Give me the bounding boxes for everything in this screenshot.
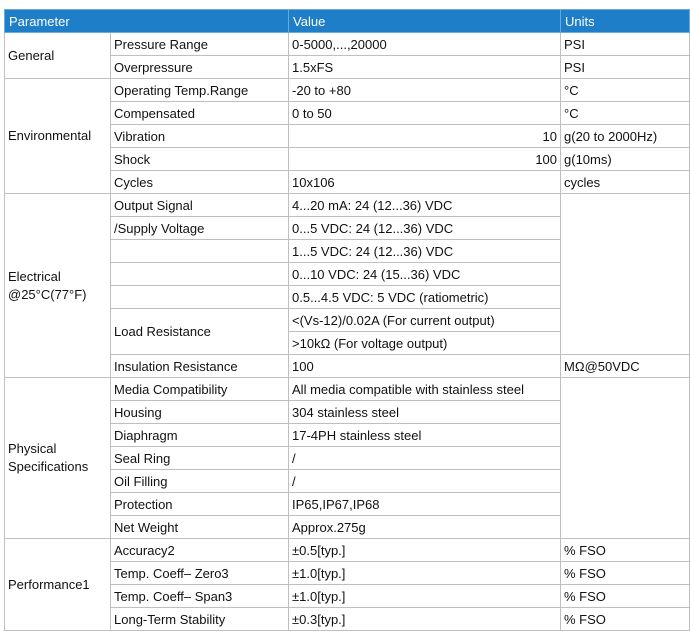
param-name-empty [111, 286, 289, 309]
header-units: Units [561, 10, 690, 33]
param-value: <(Vs-12)/0.02A (For current output) [289, 309, 561, 332]
param-unit: cycles [561, 171, 690, 194]
table-row [5, 194, 690, 217]
group-physical [5, 378, 111, 539]
param-unit: % FSO [561, 608, 690, 631]
table-row [5, 539, 690, 562]
param-unit: PSI [561, 56, 690, 79]
param-value: Approx.275g [289, 516, 561, 539]
param-value: -20 to +80 [289, 79, 561, 102]
param-value: 304 stainless steel [289, 401, 561, 424]
param-unit: MΩ@50VDC [561, 355, 690, 378]
param-name-empty [111, 240, 289, 263]
param-name: Long-Term Stability [111, 608, 289, 631]
param-name: Cycles [111, 171, 289, 194]
param-name: Output Signal [111, 194, 289, 217]
param-name: Protection [111, 493, 289, 516]
param-value: 10 [289, 125, 561, 148]
param-name: Operating Temp.Range [111, 79, 289, 102]
param-value: 17-4PH stainless steel [289, 424, 561, 447]
param-value: 4...20 mA: 24 (12...36) VDC [289, 194, 561, 217]
param-value: ±0.3[typ.] [289, 608, 561, 631]
group-electrical [5, 194, 111, 378]
param-unit: % FSO [561, 585, 690, 608]
param-value: 100 [289, 355, 561, 378]
table-row [5, 33, 690, 56]
param-name: Pressure Range [111, 33, 289, 56]
param-name: Oil Filling [111, 470, 289, 493]
param-value: IP65,IP67,IP68 [289, 493, 561, 516]
param-name: Overpressure [111, 56, 289, 79]
param-value: 1.5xFS [289, 56, 561, 79]
param-name: Shock [111, 148, 289, 171]
param-value: 0-5000,...,20000 [289, 33, 561, 56]
param-value: 0...5 VDC: 24 (12...36) VDC [289, 217, 561, 240]
param-unit-empty [561, 378, 690, 539]
specifications-table [4, 9, 690, 631]
param-name: Vibration [111, 125, 289, 148]
param-value: >10kΩ (For voltage output) [289, 332, 561, 355]
param-name: Temp. Coeff– Span3 [111, 585, 289, 608]
group-environmental: Environmental [5, 79, 111, 194]
group-electrical-line1: Electrical [8, 268, 61, 284]
param-value: 0...10 VDC: 24 (15...36) VDC [289, 263, 561, 286]
param-name: Media Compatibility [111, 378, 289, 401]
param-name: Load Resistance [111, 309, 289, 355]
group-electrical-line2: @25°C(77°F) [8, 286, 87, 302]
param-name: Temp. Coeff– Zero3 [111, 562, 289, 585]
param-value: ±1.0[typ.] [289, 585, 561, 608]
param-name: /Supply Voltage [111, 217, 289, 240]
param-unit: g(10ms) [561, 148, 690, 171]
param-name: Insulation Resistance [111, 355, 289, 378]
param-name: Compensated [111, 102, 289, 125]
group-physical-line1: Physical [8, 441, 57, 456]
param-unit: °C [561, 79, 690, 102]
group-physical-line2: Specifications [8, 459, 89, 474]
group-performance: Performance1 [5, 539, 111, 631]
param-name: Seal Ring [111, 447, 289, 470]
header-parameter: Parameter [5, 10, 289, 33]
param-value: 10x106 [289, 171, 561, 194]
param-unit: % FSO [561, 562, 690, 585]
param-unit: % FSO [561, 539, 690, 562]
param-value: 0.5...4.5 VDC: 5 VDC (ratiometric) [289, 286, 561, 309]
param-unit-empty [561, 194, 690, 355]
param-name: Net Weight [111, 516, 289, 539]
header-row [5, 10, 690, 33]
param-value: 0 to 50 [289, 102, 561, 125]
param-name-empty [111, 263, 289, 286]
param-value: / [289, 470, 561, 493]
param-unit: °C [561, 102, 690, 125]
param-unit: PSI [561, 33, 690, 56]
param-value: 100 [289, 148, 561, 171]
param-name: Housing [111, 401, 289, 424]
table-row [5, 79, 690, 102]
param-value: / [289, 447, 561, 470]
param-unit: g(20 to 2000Hz) [561, 125, 690, 148]
param-value: 1...5 VDC: 24 (12...36) VDC [289, 240, 561, 263]
param-value: ±1.0[typ.] [289, 562, 561, 585]
param-value: ±0.5[typ.] [289, 539, 561, 562]
param-name: Diaphragm [111, 424, 289, 447]
param-value: All media compatible with stainless steel [289, 378, 561, 401]
table-row [5, 378, 690, 401]
param-name: Accuracy2 [111, 539, 289, 562]
header-value: Value [289, 10, 561, 33]
group-general: General [5, 33, 111, 79]
